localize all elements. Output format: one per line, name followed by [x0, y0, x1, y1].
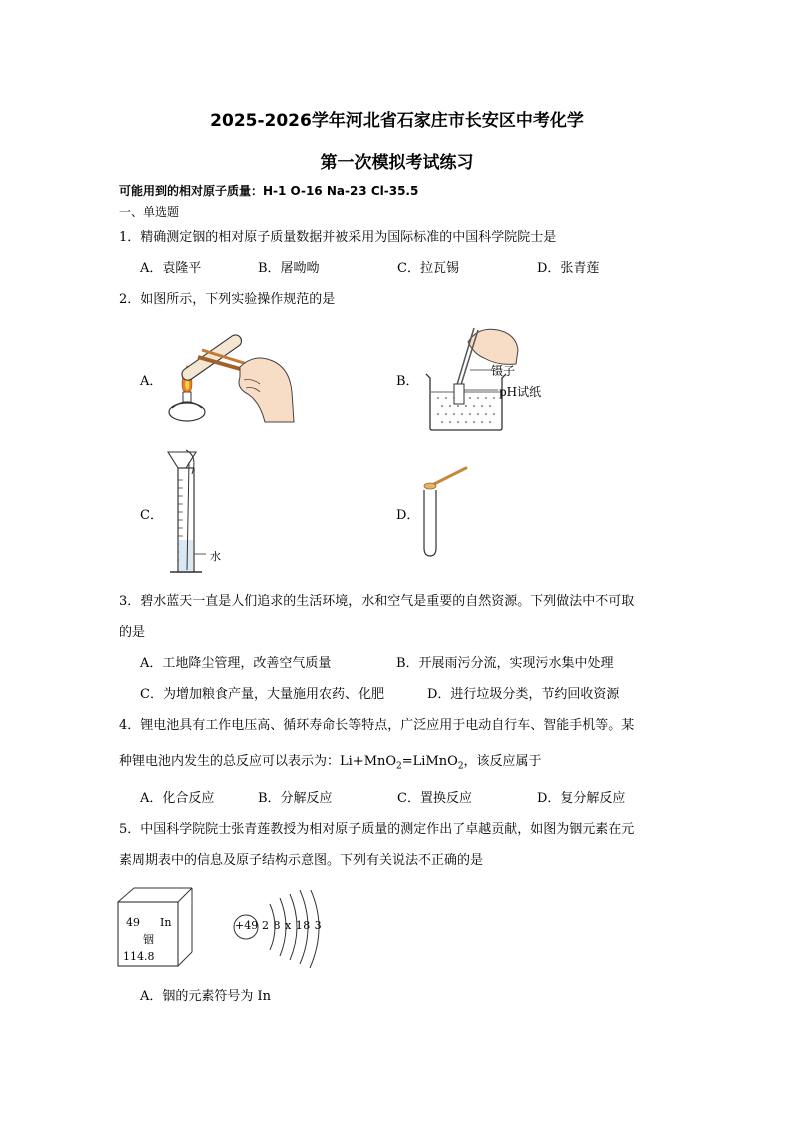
- q3-option-b: B．开展雨污分流，实现污水集中处理: [396, 656, 614, 671]
- q2-label-c: C．: [140, 508, 163, 523]
- q4-option-c: C．置换反应: [397, 791, 472, 806]
- exam-subtitle: 第一次模拟考试练习: [320, 153, 474, 173]
- q2-label-a: A．: [140, 374, 163, 389]
- q4-stem-prefix: 种锂电池内发生的总反应可以表示为：: [119, 754, 341, 769]
- nucleus-charge: +49: [235, 919, 259, 932]
- q4-equation: [340, 754, 464, 772]
- question-3-stem-line2: 的是: [119, 625, 146, 640]
- element-name: 铟: [143, 933, 154, 946]
- tweezers-label: 镊子: [491, 364, 516, 378]
- heating-test-tube-figure: [160, 322, 295, 428]
- q4-stem-suffix: ，该反应属于: [463, 754, 542, 769]
- eq-part1: Li+MnO: [340, 754, 397, 769]
- element-mass: 114.8: [123, 950, 155, 963]
- q2-label-d: D．: [396, 508, 420, 523]
- q4-option-b: B．分解反应: [258, 791, 333, 806]
- question-5-stem-line1: 5．中国科学院院士张青莲教授为相对原子质量的测定作出了卓越贡献，如图为铟元素在元: [119, 822, 635, 837]
- q3-option-d: D．进行垃圾分类，节约回收资源: [427, 687, 620, 702]
- q4-option-d: D．复分解反应: [537, 791, 626, 806]
- q3-option-c: C．为增加粮食产量，大量施用农药、化肥: [140, 687, 384, 702]
- element-symbol: In: [160, 916, 172, 929]
- question-1-stem: 1．精确测定铟的相对原子质量数据并被采用为国际标准的中国科学院院士是: [119, 230, 557, 245]
- atomic-structure-figure: [230, 890, 330, 974]
- q4-option-a: A．化合反应: [140, 791, 215, 806]
- question-3-stem-line1: 3．碧水蓝天一直是人们追求的生活环境，水和空气是重要的自然资源。下列做法中不可取: [119, 594, 635, 609]
- q1-option-a: A．袁隆平: [140, 261, 202, 276]
- question-5-stem-line2: 素周期表中的信息及原子结构示意图。下列有关说法不正确的是: [119, 853, 484, 868]
- section-heading: 一、单选题: [119, 205, 180, 219]
- q1-option-c: C．拉瓦锡: [397, 261, 459, 276]
- q5-option-a: A．铟的元素符号为 In: [140, 989, 272, 1004]
- q1-option-d: D．张青莲: [537, 261, 600, 276]
- water-label: 水: [210, 550, 221, 563]
- element-number: 49: [126, 916, 140, 929]
- q3-option-a: A．工地降尘管理，改善空气质量: [140, 656, 332, 671]
- eq-sub1: 2: [396, 761, 402, 772]
- electron-shells: 2 8 x 18 3: [262, 919, 323, 932]
- question-4-stem-line1: 4．锂电池具有工作电压高、循环寿命长等特点，广泛应用于电动自行车、智能手机等。某: [119, 718, 635, 733]
- graduated-cylinder-figure: [156, 446, 216, 580]
- exam-title: 2025-2026学年河北省石家庄市长安区中考化学: [210, 111, 584, 131]
- q2-label-b: B．: [396, 374, 419, 389]
- q1-option-b: B．屠呦呦: [258, 261, 320, 276]
- eq-part2: =LiMnO: [401, 754, 458, 769]
- test-tube-spoon-figure: [416, 464, 472, 558]
- eq-sub2: 2: [457, 761, 464, 772]
- question-4-stem-line2: [119, 753, 542, 776]
- atomic-masses-note: 可能用到的相对原子质量：H-1 O-16 Na-23 Cl-35.5: [119, 184, 419, 198]
- question-2-stem: 2．如图所示，下列实验操作规范的是: [119, 292, 336, 307]
- ph-paper-label: pH试纸: [499, 385, 542, 399]
